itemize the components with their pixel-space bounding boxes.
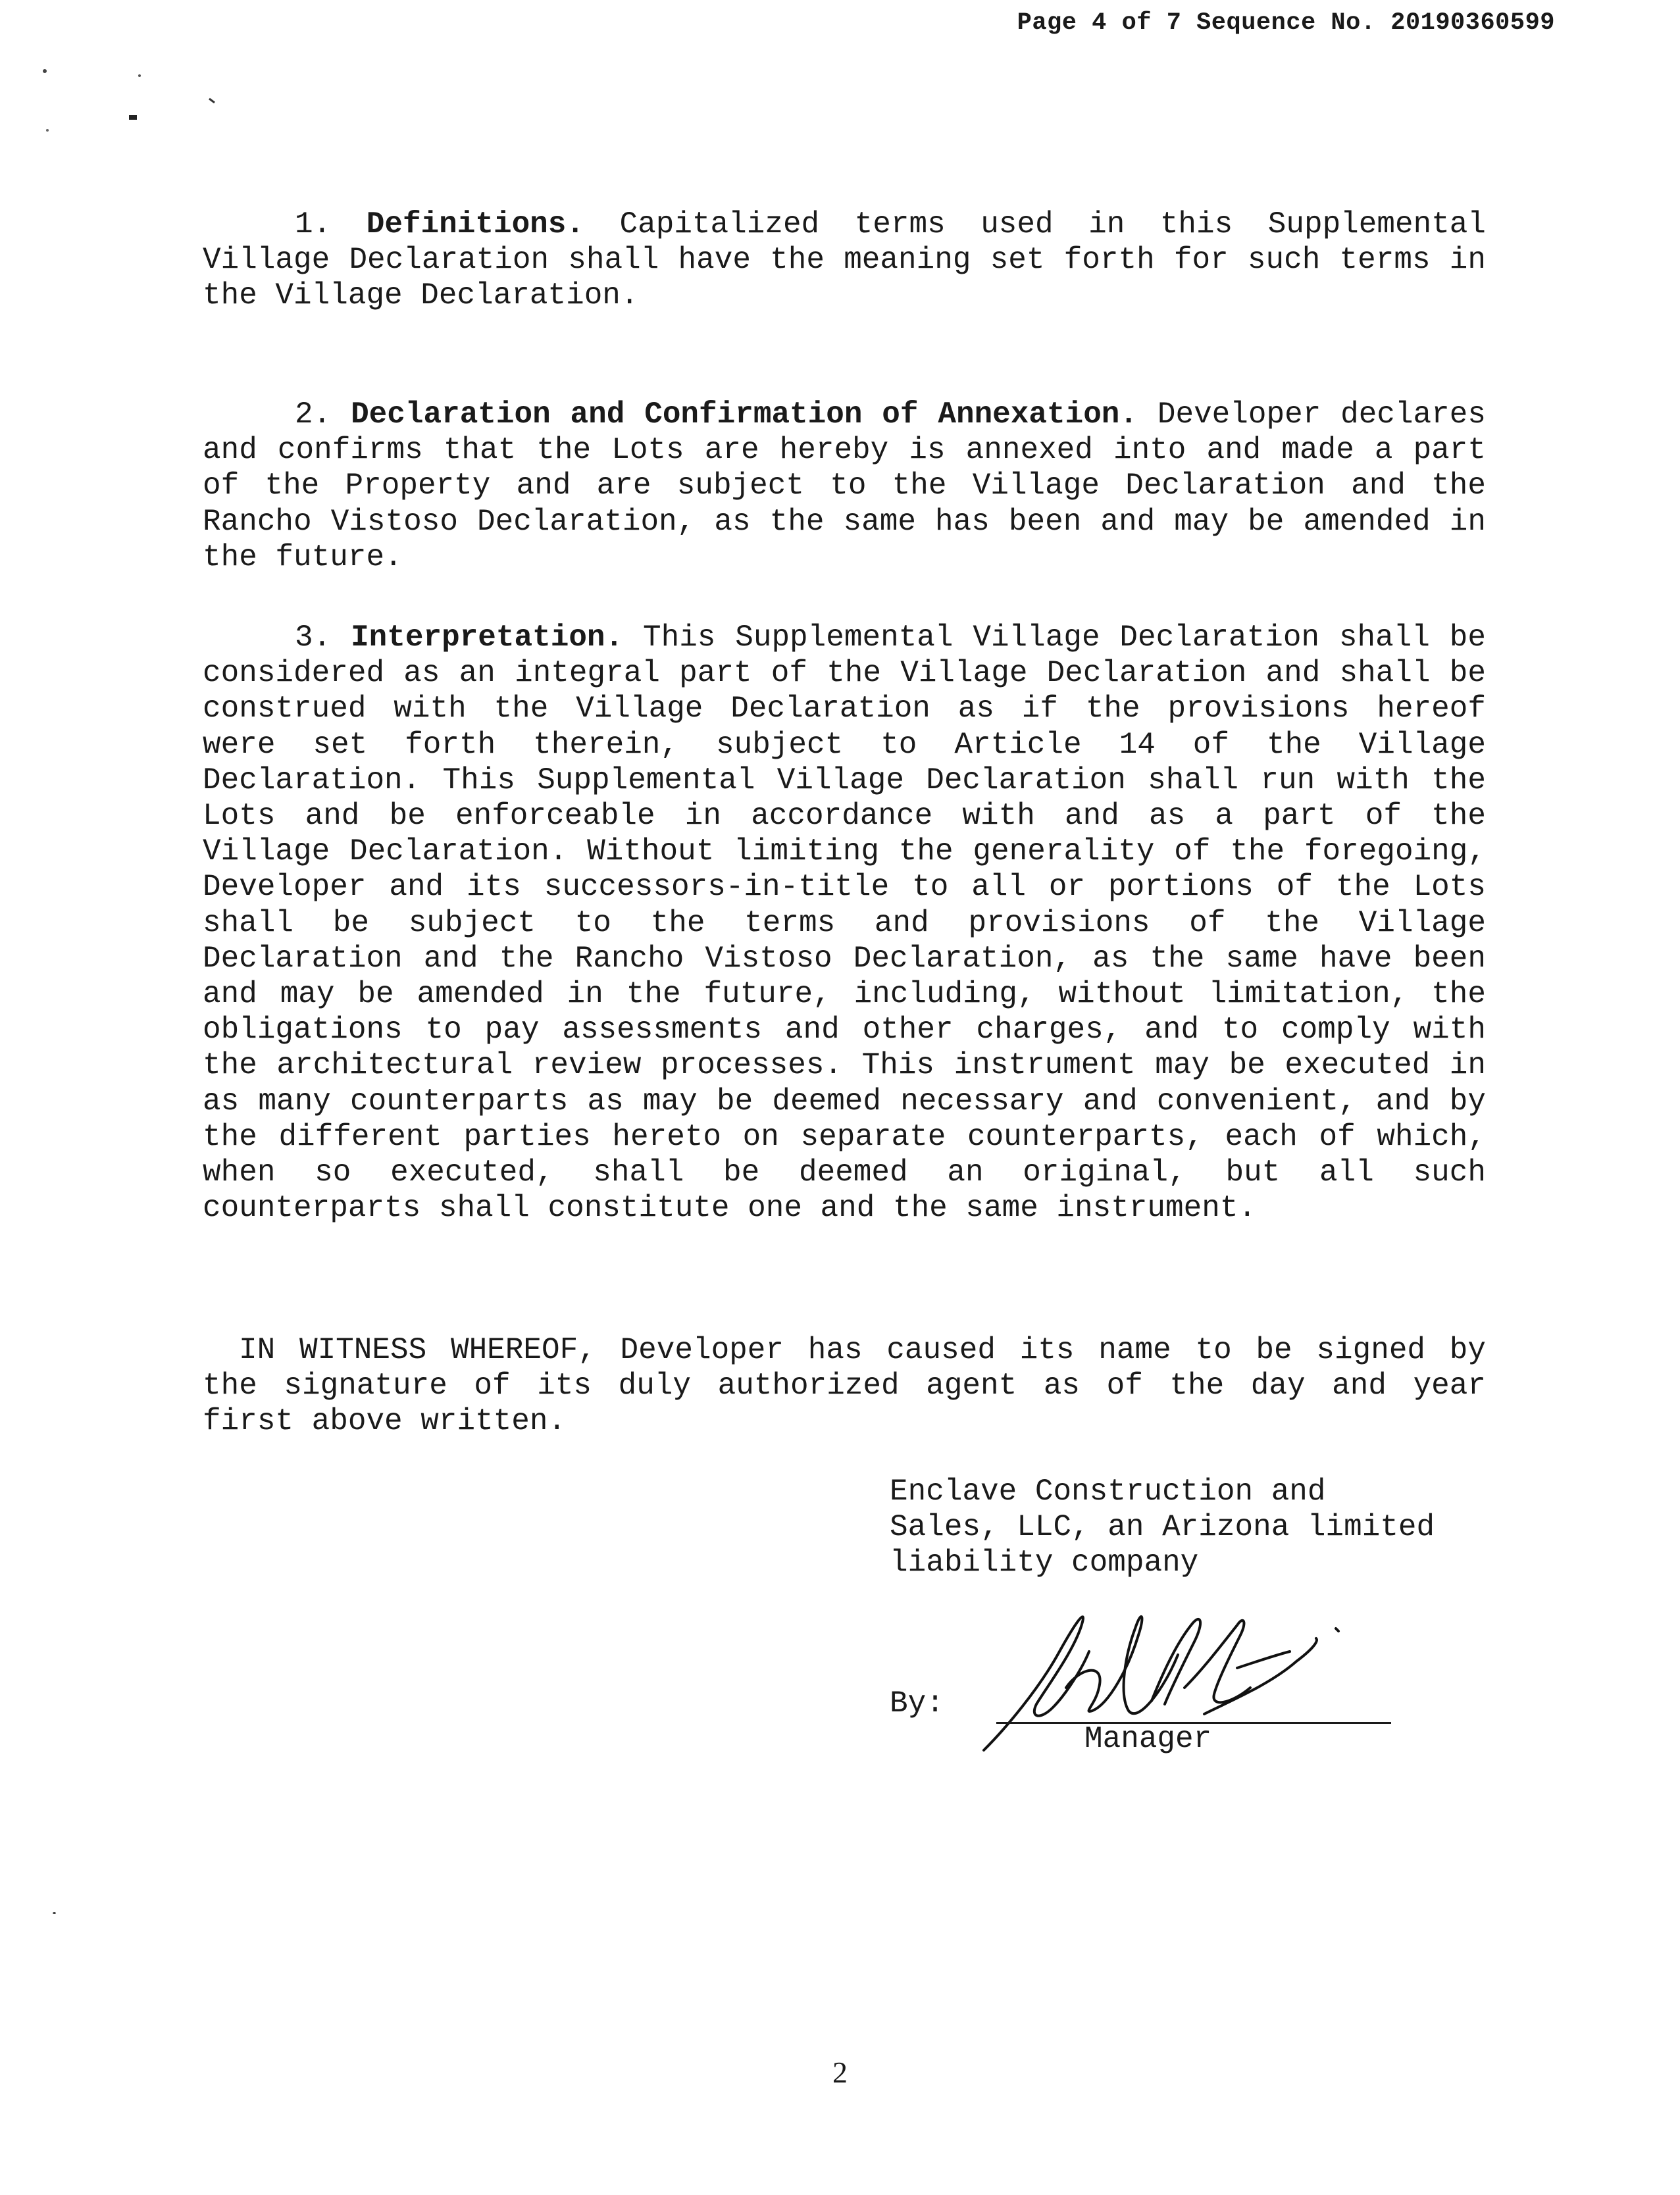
scan-specks [0,0,263,197]
section-number: 2. [295,397,332,432]
signatory-entity [890,1474,1495,1581]
entity-line-2: Sales, LLC, an Arizona limited [890,1510,1435,1545]
by-label: By: [890,1686,944,1721]
entity-line-1: Enclave Construction and [890,1475,1326,1509]
entity-line-3: liability company [890,1546,1199,1580]
section-body: Developer declares and confirms that the Lots are hereby is annexed into and made a part of the Property and are subject to the Village Declaration and the Rancho Vistoso Declaration, as the same has been and may be amended in the future. [203,397,1486,574]
section-body: This Supplemental Village Declaration shall be considered as an integral part of the Village Declaration and shall be construed with the Village Declaration as if the provisions hereof were set forth therein, subject to Article 14 of the Village Declaration. This Supplemental Village Declaration shall run with the Lots and be enforceable in accordance with and as a part of the Village Declaration. Without limiting the generality of the foregoing, Developer and its successors-in-title to all or portions of the Lots shall be subject to the terms and provisions of the Village Declaration and the Rancho Vistoso Declaration, as the same have been and may be amended in the future, including, without limitation, the obligations to pay assessments and other charges, and to comply with the architectural review processes. This instrument may be executed in as many counterparts as may be deemed necessary and convenient, and by the different parties hereto on separate counterparts, each of which, when so executed, shall be deemed an original, but all such counterparts shall constitute one and the same instrument. [203,620,1486,1226]
section-heading: Definitions. [366,207,584,241]
section-interpretation [203,620,1486,1226]
witness-clause [203,1332,1486,1440]
page-number: 2 [832,2056,848,2089]
scan-speck [53,1912,56,1914]
signer-title: Manager [1084,1722,1212,1756]
witness-text: IN WITNESS WHEREOF, Developer has caused its name to be signed by the signature of its duly authorized agent as of the day and year first above written. [203,1333,1486,1439]
section-number: 1. [295,207,332,241]
section-heading: Declaration and Confirmation of Annexation. [351,397,1138,432]
section-annexation [203,397,1486,575]
section-body: Capitalized terms used in this Supplemental Village Declaration shall have the meaning set forth for such terms in the Village Declaration. [203,207,1487,313]
section-heading: Interpretation. [351,620,624,655]
section-number: 3. [295,620,332,655]
section-definitions [203,207,1486,314]
page-header: Page 4 of 7 Sequence No. 20190360599 [1017,9,1555,37]
